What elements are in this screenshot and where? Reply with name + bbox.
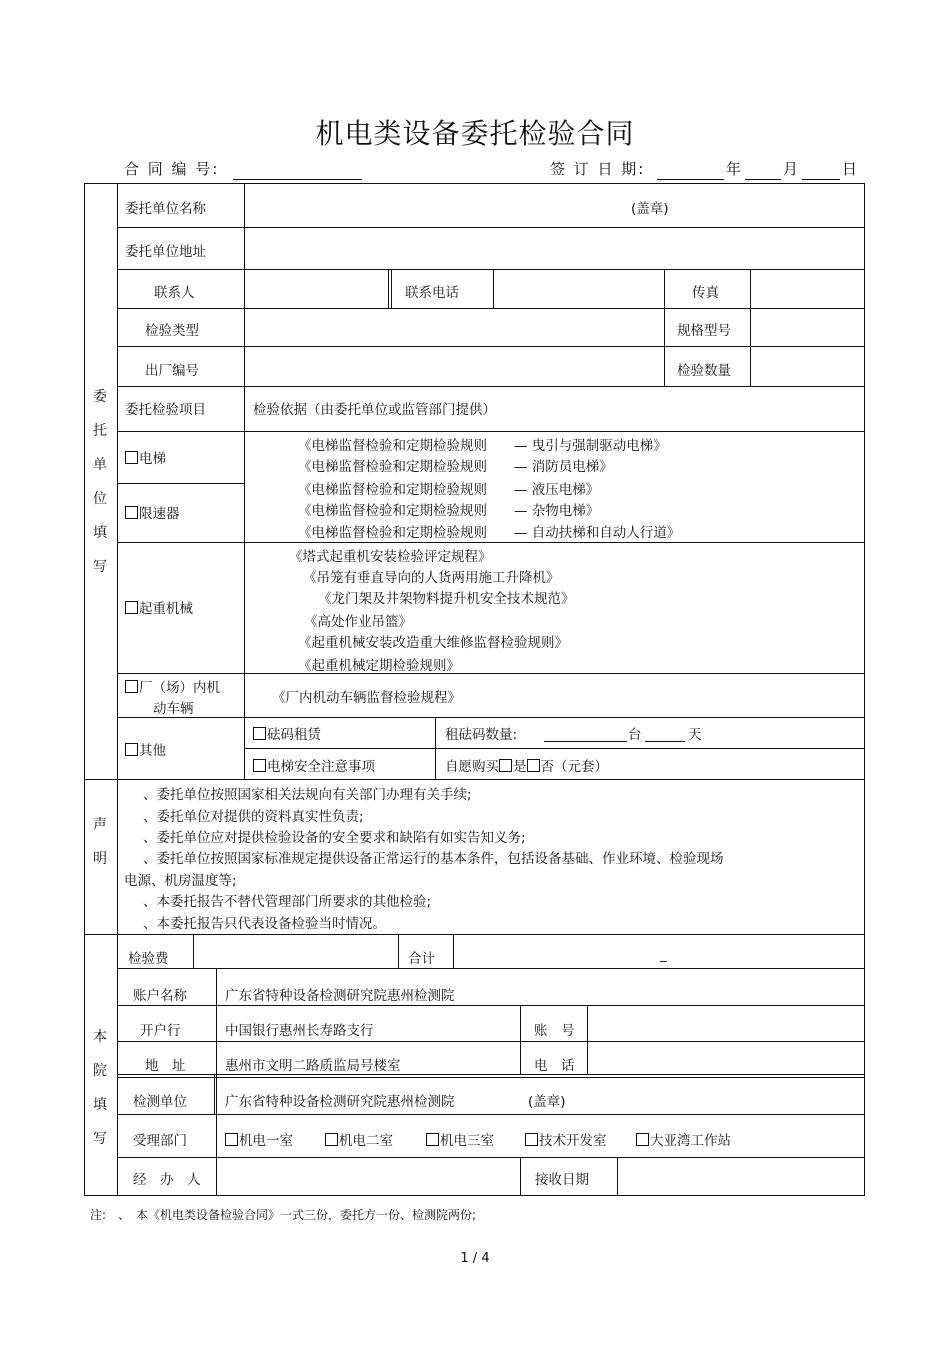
total-label: 合计: [408, 951, 435, 967]
vehicle-rule: 《厂内机动车辆监督检验规程》: [272, 690, 461, 706]
account-no-label: 账 号: [534, 1023, 575, 1039]
year-label: 年: [726, 160, 742, 178]
elevator-rule: 《电梯监督检验和定期检验规则 — 液压电梯》: [298, 482, 600, 498]
weight-rent-checkbox[interactable]: [253, 727, 266, 740]
dept-option[interactable]: [325, 1129, 393, 1149]
model-field[interactable]: [752, 310, 863, 345]
purchase-label: 自愿购买: [445, 759, 499, 775]
address-value: 惠州市文明二路质监局号楼室: [225, 1058, 401, 1074]
crane-checkbox[interactable]: [125, 601, 138, 614]
account-no-field[interactable]: [589, 1007, 863, 1040]
other-label: 其他: [139, 743, 166, 759]
page-number: 1 / 4: [460, 1251, 490, 1266]
purchase-row: [445, 755, 608, 775]
crane-rule: 《起重机械定期检验规则》: [298, 658, 460, 674]
day-label: 日: [842, 160, 858, 178]
governor-checkbox[interactable]: [125, 506, 138, 519]
dept-checkbox[interactable]: [426, 1133, 439, 1146]
section2-side-label: [92, 808, 108, 876]
weight-days-label: 天: [688, 727, 702, 743]
elevator-rule: 《电梯监督检验和定期检验规则 — 自动扶梯和自动人行道》: [298, 525, 681, 541]
governor-label: 限速器: [139, 506, 180, 522]
unit-name-field[interactable]: [246, 185, 863, 226]
account-name-label: 账户名称: [133, 988, 187, 1004]
account-name-value: 广东省特种设备检测研究院惠州检测院: [225, 988, 455, 1004]
contact-field[interactable]: [246, 271, 386, 307]
dept-option[interactable]: [225, 1129, 293, 1149]
document-title: 机电类设备委托检验合同: [315, 117, 635, 150]
sign-year-field[interactable]: [657, 179, 724, 180]
receive-date-label: 接收日期: [535, 1172, 589, 1188]
unit-address-field[interactable]: [246, 229, 863, 268]
statement-line: 、委托单位按照国家相关法规向有关部门办理有关手续;: [143, 787, 472, 803]
governor-option[interactable]: [125, 502, 180, 522]
lab-seal: (盖章): [528, 1094, 566, 1110]
crane-rule: 《吊笼有垂直导向的人货两用施工升降机》: [303, 570, 560, 586]
bank-label: 开户行: [140, 1023, 181, 1039]
elevator-label: 电梯: [139, 451, 166, 467]
dept-checkbox[interactable]: [225, 1133, 238, 1146]
elevator-option[interactable]: [125, 447, 166, 467]
dept-option-label: 技术开发室: [539, 1133, 607, 1149]
side-char: 填: [93, 1097, 107, 1113]
dept-option[interactable]: [426, 1129, 494, 1149]
dept-option[interactable]: [636, 1129, 731, 1149]
serial-label: 出厂编号: [145, 363, 199, 379]
lab-label: 检测单位: [133, 1094, 187, 1110]
other-checkbox[interactable]: [125, 743, 138, 756]
dept-checkbox[interactable]: [636, 1133, 649, 1146]
fee-label: 检验费: [128, 951, 169, 967]
inspection-type-field[interactable]: [246, 310, 662, 345]
fax-label: 传真: [692, 285, 719, 301]
statement-line: 、本委托报告不替代管理部门所要求的其他检验;: [143, 894, 432, 910]
contract-no-label: 合 同 编 号:: [124, 160, 220, 178]
section1-side-label: [92, 380, 108, 584]
items-label: 委托检验项目: [125, 402, 206, 418]
dept-checkbox[interactable]: [525, 1133, 538, 1146]
address-label: 地 址: [145, 1058, 186, 1074]
side-char: 写: [93, 559, 107, 575]
other-option[interactable]: [125, 739, 166, 759]
fee-field[interactable]: [195, 936, 397, 967]
side-char: 委: [93, 389, 107, 405]
purchase-no-checkbox[interactable]: [527, 759, 540, 772]
footer-note: 注: 、 本《机电类设备检验合同》一式三份，委托方一份、检测院两份;: [90, 1208, 477, 1222]
purchase-no-label: 否（元套）: [540, 759, 608, 775]
sign-date-label: 签 订 日 期:: [550, 160, 646, 178]
serial-field[interactable]: [246, 348, 662, 385]
crane-rule: 《龙门架及井架物料提升机安全技术规范》: [318, 591, 575, 607]
safety-option[interactable]: [253, 755, 375, 775]
dept-option-label: 机电三室: [440, 1133, 494, 1149]
crane-rule: 《塔式起重机安装检验评定规程》: [289, 549, 492, 565]
basis-label: 检验依据（由委托单位或监管部门提供）: [253, 402, 496, 418]
contact-label: 联系人: [154, 285, 195, 301]
vehicle-checkbox[interactable]: [125, 680, 138, 693]
safety-checkbox[interactable]: [253, 759, 266, 772]
crane-rule: 《高处作业吊篮》: [304, 614, 412, 630]
section3-side-label: [92, 1020, 108, 1156]
side-char: 填: [93, 525, 107, 541]
side-char: 声: [93, 817, 107, 833]
fax-field[interactable]: [752, 271, 863, 307]
inspection-type-label: 检验类型: [145, 323, 199, 339]
statement-line: 、委托单位按照国家标准规定提供设备正常运行的基本条件，包括设备基础、作业环境、检验现场: [143, 851, 724, 867]
handler-label: 经 办 人: [133, 1172, 201, 1188]
lab-value: 广东省特种设备检测研究院惠州检测院: [225, 1094, 455, 1110]
bank-value: 中国银行惠州长寿路支行: [225, 1023, 374, 1039]
statement-line: 、委托单位对提供的资料真实性负责;: [143, 809, 364, 825]
unit-name-label: 委托单位名称: [125, 201, 206, 217]
crane-label: 起重机械: [139, 601, 193, 617]
side-char: 院: [93, 1063, 107, 1079]
purchase-yes-checkbox[interactable]: [499, 759, 512, 772]
weight-qty-field[interactable]: [544, 741, 627, 742]
side-char: 托: [93, 423, 107, 439]
crane-rule: 《起重机械安装改造重大维修监督检验规则》: [298, 635, 568, 651]
vehicle-label: 厂（场）内机: [139, 680, 220, 696]
statement-line: 、委托单位应对提供检验设备的安全要求和缺陷有如实告知义务;: [143, 830, 526, 846]
side-char: 写: [93, 1131, 107, 1147]
vehicle-option[interactable]: [125, 676, 220, 696]
sign-month-field[interactable]: [745, 179, 781, 180]
statement-line: 、本委托报告只代表设备检验当时情况。: [143, 916, 386, 932]
weight-rent-option[interactable]: [253, 723, 321, 743]
elevator-rule: 《电梯监督检验和定期检验规则 — 曳引与强制驱动电梯》: [298, 438, 667, 454]
dept-checkbox[interactable]: [325, 1133, 338, 1146]
month-label: 月: [783, 160, 799, 178]
model-label: 规格型号: [677, 323, 731, 339]
purchase-yes-label: 是: [513, 759, 527, 775]
handler-field[interactable]: [218, 1159, 518, 1194]
weight-qty-label: 租砝码数量:: [445, 727, 518, 743]
elevator-checkbox[interactable]: [125, 451, 138, 464]
receive-date-field[interactable]: [619, 1159, 863, 1194]
weight-rent-label: 砝码租赁: [267, 727, 321, 743]
safety-label: 电梯安全注意事项: [267, 759, 375, 775]
weight-days-field[interactable]: [645, 741, 685, 742]
weight-unit: 台: [628, 727, 642, 743]
phone-field[interactable]: [495, 271, 662, 307]
dept-label: 受理部门: [133, 1133, 187, 1149]
vehicle-label-2: 动车辆: [153, 701, 194, 717]
sign-day-field[interactable]: [802, 179, 840, 180]
side-char: 位: [93, 491, 107, 507]
side-char: 单: [93, 457, 107, 473]
unit-address-label: 委托单位地址: [125, 244, 206, 260]
quantity-field[interactable]: [752, 348, 863, 385]
dept-option[interactable]: [525, 1129, 607, 1149]
seal-text: (盖章): [631, 201, 669, 217]
quantity-label: 检验数量: [677, 363, 731, 379]
elevator-rule: 《电梯监督检验和定期检验规则 — 杂物电梯》: [298, 503, 600, 519]
total-field[interactable]: _: [660, 947, 667, 963]
crane-option[interactable]: [125, 597, 193, 617]
tel-label: 电 话: [534, 1058, 575, 1074]
contract-no-field[interactable]: [233, 179, 362, 180]
dept-option-label: 机电二室: [339, 1133, 393, 1149]
phone-label: 联系电话: [405, 285, 459, 301]
side-char: 明: [93, 851, 107, 867]
statement-line: 电源、机房温度等;: [124, 873, 237, 889]
side-char: 本: [93, 1029, 107, 1045]
tel-field[interactable]: [589, 1043, 863, 1073]
elevator-rule: 《电梯监督检验和定期检验规则 — 消防员电梯》: [298, 459, 613, 475]
dept-option-label: 大亚湾工作站: [650, 1133, 731, 1149]
dept-option-label: 机电一室: [239, 1133, 293, 1149]
